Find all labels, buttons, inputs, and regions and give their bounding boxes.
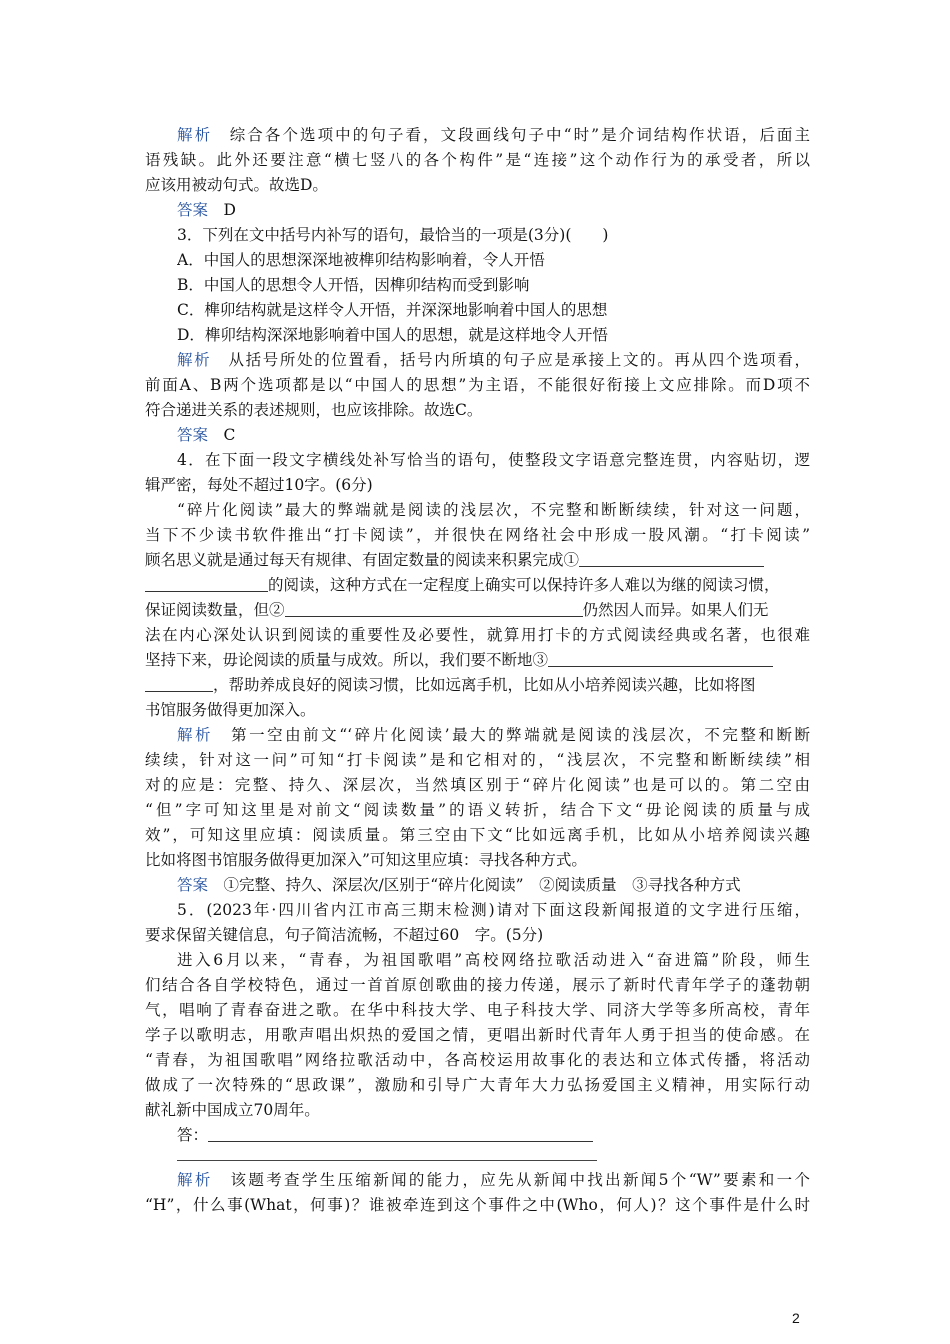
blank-3-end[interactable] <box>145 673 213 692</box>
analysis-label: 解析 <box>177 351 212 369</box>
q5-passage-line: 们结合各自学校特色，通过一首首原创歌曲的接力传递，展示了新时代青年学子的蓬勃朝 <box>145 976 810 994</box>
q3-analysis-line: 前面A、B两个选项都是以“中国人的思想”为主语，不能很好衔接上文应排除。而D项不 <box>145 376 810 394</box>
q5-analysis-line: “H”，什么事(What，何事)？谁被牵连到这个事件之中(Who，何人)？这个事件是什么时 <box>145 1196 810 1214</box>
analysis-label: 解析 <box>177 126 213 144</box>
answer-label: 答案 <box>177 876 209 894</box>
answer-blank[interactable] <box>208 1123 593 1142</box>
q3-option-d: D．榫卯结构深深地影响着中国人的思想，就是这样地令人开悟 <box>177 326 608 344</box>
blank-1-end[interactable] <box>145 573 268 592</box>
answer-prompt: 答： <box>177 1126 209 1144</box>
q5-passage-line: 进入6月以来，“青春，为祖国歌唱”高校网络拉歌活动进入“奋进篇”阶段，师生 <box>177 951 810 969</box>
q5-passage-line: 气，唱响了青春奋进之歌。在华中科技大学、电子科技大学、同济大学等多所高校，青年 <box>145 1001 810 1019</box>
analysis-label: 解析 <box>177 1171 213 1189</box>
blank-2[interactable] <box>285 598 583 617</box>
q4-passage-line: 顾名思义就是通过每天有规律、有固定数量的阅读来积累完成① <box>145 548 810 573</box>
q5-passage-line: “青春，为祖国歌唱”网络拉歌活动中，各高校运用故事化的表达和立体式传播，将活动 <box>145 1051 810 1069</box>
q4-stem-line: 4．在下面一段文字横线处补写恰当的语句，使整段文字语意完整连贯，内容贴切，逻 <box>177 451 810 469</box>
q4-passage-line: 坚持下来，毋论阅读的质量与成效。所以，我们要不断地③ <box>145 648 810 673</box>
q4-passage-line: 的阅读，这种方式在一定程度上确实可以保持许多人难以为继的阅读习惯， <box>145 573 810 598</box>
blank-3-start[interactable] <box>548 648 773 667</box>
q3-stem: 3．下列在文中括号内补写的语句，最恰当的一项是(3分)( ) <box>177 226 609 244</box>
q4-analysis-line: 解析 第一空由前文“‘碎片化阅读’最大的弊端就是阅读的浅层次，不完整和断断 <box>177 726 810 744</box>
q2-analysis-line: 解析 综合各个选项中的句子看，文段画线句子中“时”是介词结构作状语，后面主 <box>177 126 810 144</box>
q4-analysis-line: “但”字可知这里是对前文“阅读数量”的语义转折，结合下文“毋论阅读的质量与成 <box>145 801 810 819</box>
q4-passage-line: “碎片化阅读”最大的弊端就是阅读的浅层次，不完整和断断续续，针对这一问题， <box>177 501 810 519</box>
q4-passage-line: ，帮助养成良好的阅读习惯，比如远离手机，比如从小培养阅读兴趣，比如将图 <box>145 673 810 698</box>
page-number: 2 <box>792 1310 800 1326</box>
q2-analysis-line: 应该用被动句式。故选D。 <box>145 176 328 194</box>
q4-analysis-line: 效”，可知这里应填：阅读质量。第三空由下文“比如远离手机，比如从小培养阅读兴趣 <box>145 826 810 844</box>
q4-analysis-line: 续续，针对这一问”可知“打卡阅读”是和它相对的，“浅层次，不完整和断断续续”相 <box>145 751 810 769</box>
blank-1-start[interactable] <box>579 548 764 567</box>
q5-passage-line: 做成了一次特殊的“思政课”，激励和引导广大青年大力弘扬爱国主义精神，用实际行动 <box>145 1076 810 1094</box>
answer-label: 答案 <box>177 201 209 219</box>
q5-passage-line: 献礼新中国成立70周年。 <box>145 1101 320 1119</box>
q2-analysis-line: 语残缺。此外还要注意“横七竖八的各个构件”是“连接”这个动作行为的承受者，所以 <box>145 151 810 169</box>
answer-label: 答案 <box>177 426 209 444</box>
q4-stem-line: 辑严密，每处不超过10字。(6分) <box>145 476 373 494</box>
q4-passage-line: 书馆服务做得更加深入。 <box>145 701 316 719</box>
q5-answer-line <box>177 1123 810 1148</box>
q3-analysis-line: 解析 从括号所处的位置看，括号内所填的句子应是承接上文的。再从四个选项看， <box>177 351 810 369</box>
q5-stem-line: 要求保留关键信息，句子简洁流畅，不超过60 字。(5分) <box>145 926 544 944</box>
q5-stem-line: 5．(2023年·四川省内江市高三期末检测)请对下面这段新闻报道的文字进行压缩， <box>177 901 810 919</box>
q5-analysis-line: 解析 该题考查学生压缩新闻的能力，应先从新闻中找出新闻5个“W”要素和一个 <box>177 1171 810 1189</box>
q3-option-c: C．榫卯结构就是这样令人开悟，并深深地影响着中国人的思想 <box>177 301 608 319</box>
q3-analysis-line: 符合递进关系的表述规则，也应该排除。故选C。 <box>145 401 483 419</box>
q4-analysis-line: 比如将图书馆服务做得更加深入”可知这里应填：寻找各种方式。 <box>145 851 587 869</box>
q3-option-a: A．中国人的思想深深地被榫卯结构影响着，令人开悟 <box>177 251 545 269</box>
q2-answer: 答案 D <box>177 201 236 219</box>
q4-analysis-line: 对的应是：完整、持久、深层次，当然填区别于“碎片化阅读”也是可以的。第二空由 <box>145 776 810 794</box>
q3-option-b: B．中国人的思想令人开悟，因榫卯结构而受到影响 <box>177 276 530 294</box>
analysis-label: 解析 <box>177 726 214 744</box>
q5-passage-line: 学子以歌明志，用歌声唱出炽热的爱国之情，更唱出新时代青年人勇于担当的使命感。在 <box>145 1026 810 1044</box>
q4-answer: 答案 ①完整、持久、深层次/区别于“碎片化阅读” ②阅读质量 ③寻找各种方式 <box>177 876 741 894</box>
q4-passage-line: 当下不少读书软件推出“打卡阅读”，并很快在网络社会中形成一股风潮。“打卡阅读” <box>145 526 810 544</box>
q4-passage-line: 保证阅读数量，但② 仍然因人而异。如果人们无 <box>145 598 810 623</box>
q4-passage-line: 法在内心深处认识到阅读的重要性及必要性，就算用打卡的方式阅读经典或名著，也很难 <box>145 626 810 644</box>
q3-answer: 答案 C <box>177 426 236 444</box>
answer-blank-line-2[interactable] <box>177 1160 597 1161</box>
